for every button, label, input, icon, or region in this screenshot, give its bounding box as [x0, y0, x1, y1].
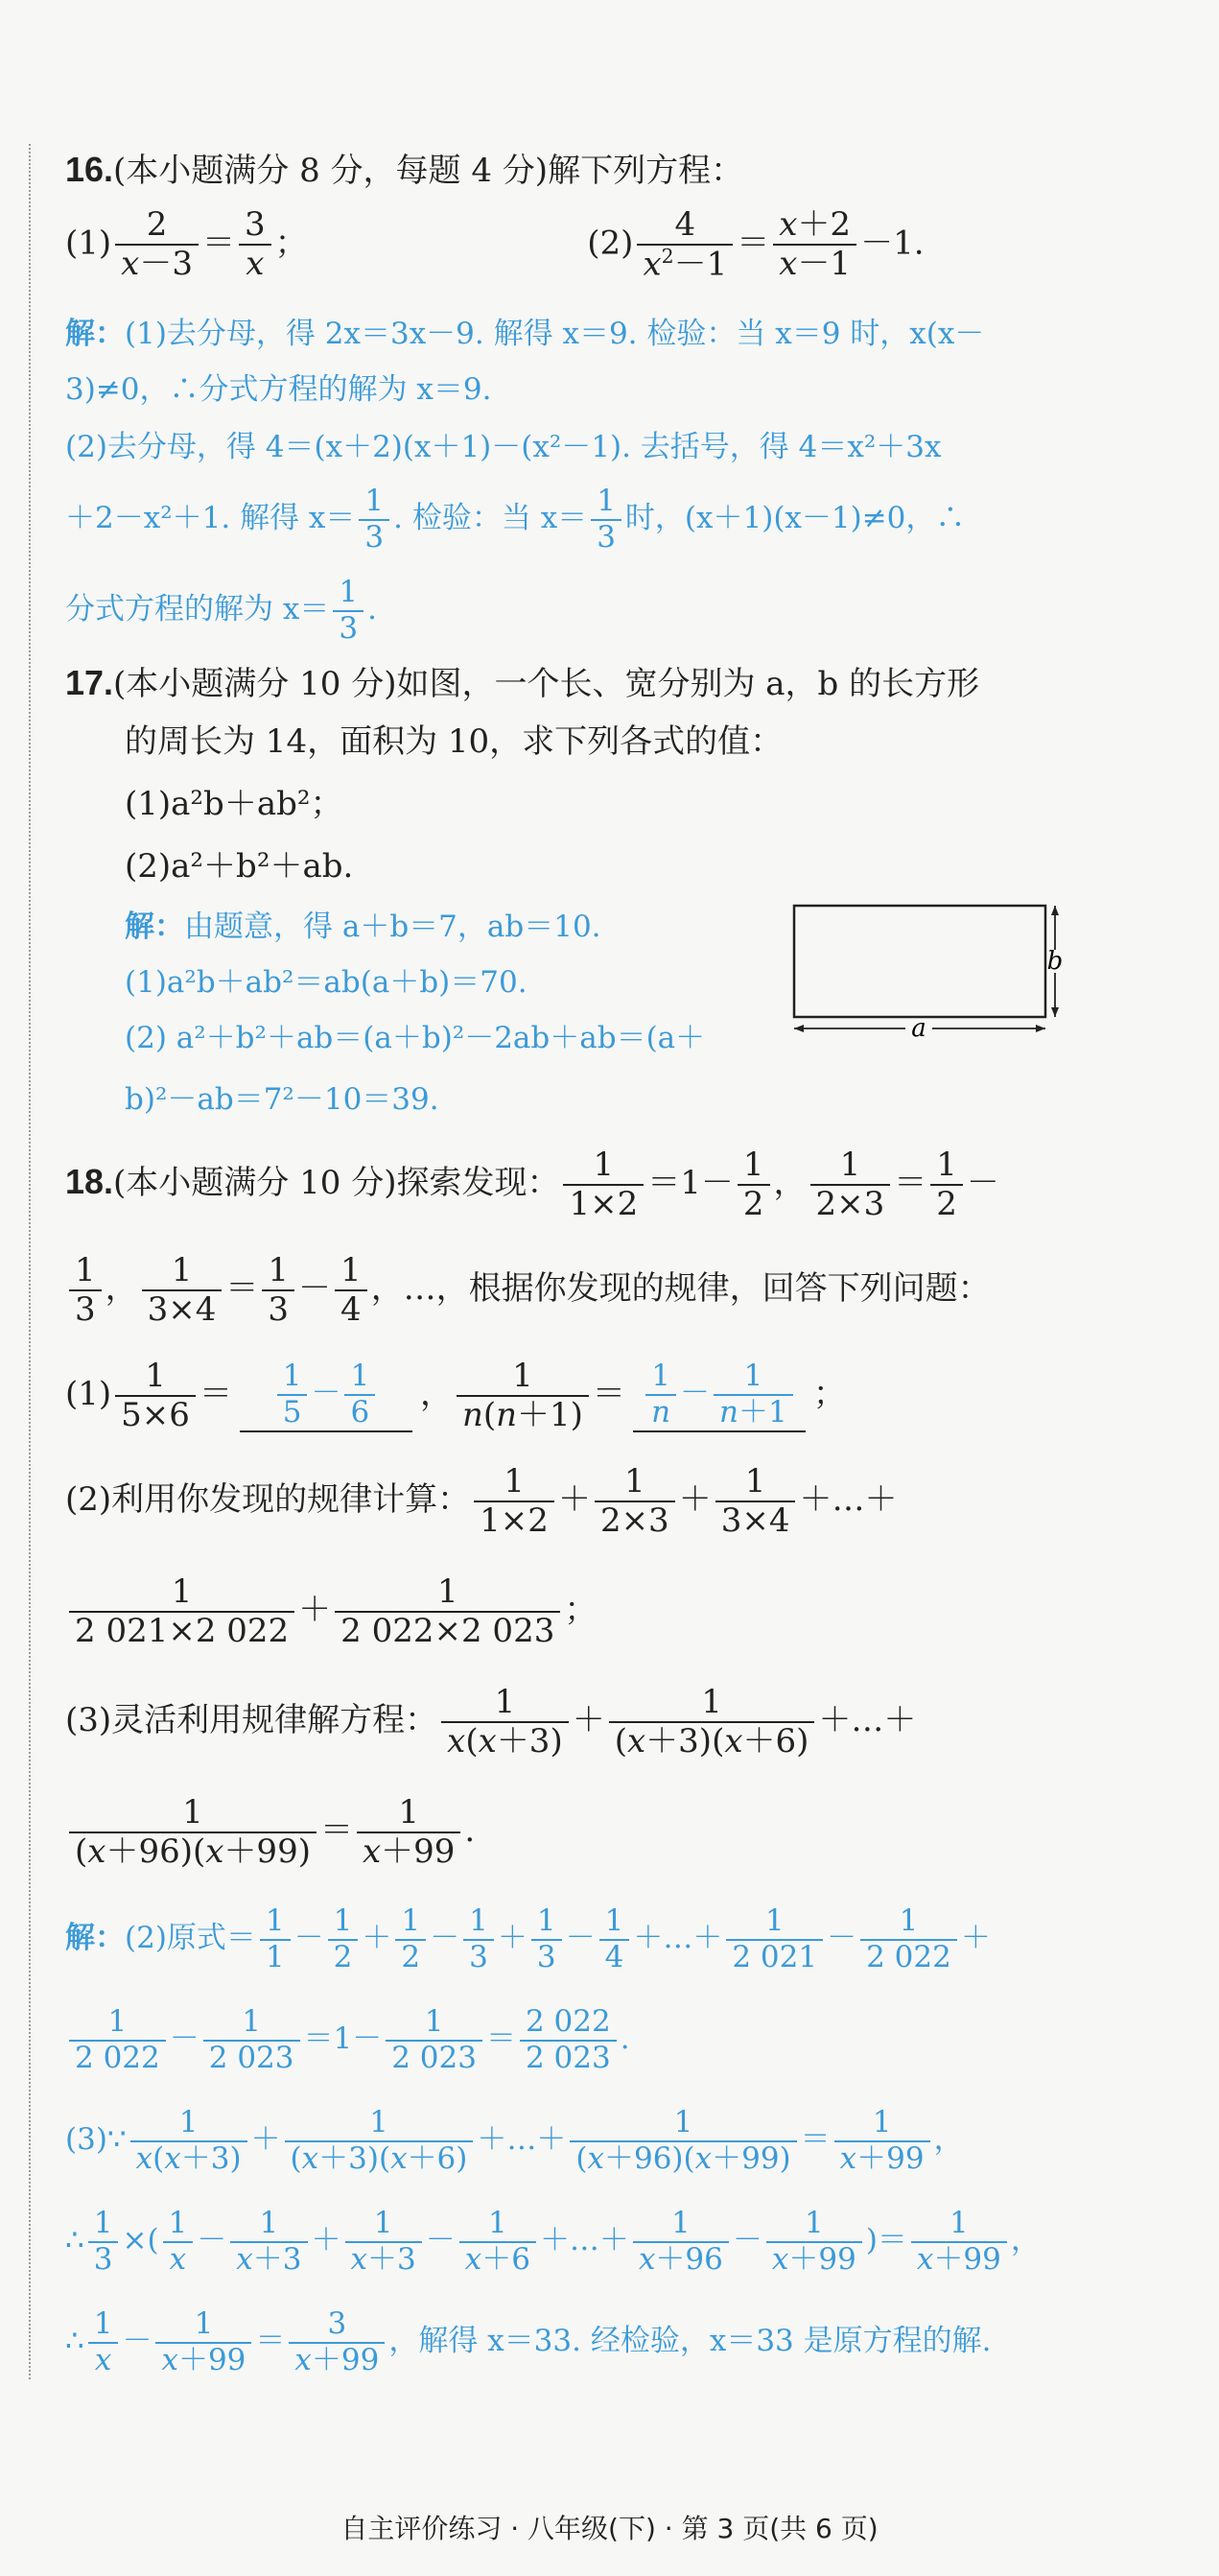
q18-part-2: (2)利用你发现的规律计算： $\frac{1}{1\times 2}$ ＋ $\frac{1}{2\times 3}$ ＋ $\frac{1}{3\times 4}$ ＋…＋: [65, 1462, 898, 1541]
q18-part-1: (1) $\frac{1}{5\times 6}$ ＝ $\frac{1}{5}$ － $\frac{1}{6}$ ， $\frac{1}{n(n+1)}$ ＝ $\frac{1}{n}$ － $\frac{1}{n+1}$ ；: [65, 1357, 846, 1435]
q17-part-1: (1)a²b＋ab²；: [125, 785, 343, 823]
q16-solution-2a: (2)去分母，得 4＝(x＋2)(x＋1)－(x²－1). 去括号，得 4＝x²＋3x: [65, 430, 942, 464]
height-arrow-top: [1051, 906, 1059, 915]
q17-solution-1: (1)a²b＋ab²＝ab(a＋b)＝70.: [125, 965, 527, 1000]
label-a: a: [911, 1014, 926, 1038]
q18-stem-1: 18.(本小题满分 10 分)探索发现： $\frac{1}{1\times 2}$ ＝1－ $\frac{1}{2}$ ， $\frac{1}{2\times 3}$ ＝ $\frac{1}{2}$ －: [65, 1146, 999, 1224]
q17-solution-0: 解：由题意，得 a＋b＝7，ab＝10.: [125, 910, 601, 944]
q18-solution-2: 解：(2)原式＝ $\frac{1}{1}$ － $\frac{1}{2}$ ＋ $\frac{1}{2}$ － $\frac{1}{3}$ ＋ $\frac{1}{3}$ － $\frac{1}{4}$ ＋…＋ $\frac{1}{2 021}$ － $\frac{1}{2 022}$ ＋: [65, 1903, 991, 1974]
q17-number: 17.: [65, 663, 114, 702]
rectangle-shape: [794, 906, 1045, 1017]
q18-solution-3b: ∴ $\frac{1}{3}$ ×( $\frac{1}{x}$ － $\frac{1}{x+3}$ ＋ $\frac{1}{x+3}$ － $\frac{1}{x+6}$ ＋…＋ $\frac{1}{x+96}$ － $\frac{1}{x+99}$ )＝ $\frac{1}{x+99}$ ，: [65, 2206, 1041, 2277]
height-arrow-bottom: [1051, 1007, 1059, 1017]
q17-stem-1: 17.(本小题满分 10 分)如图，一个长、宽分别为 a，b 的长方形: [65, 663, 980, 703]
q16-solution-2c: 分式方程的解为 x＝ $\frac{1}{3}$ .: [65, 575, 377, 646]
q17-solution-2b: b)²－ab＝7²－10＝39.: [125, 1082, 439, 1117]
q16-solution-1a: 解：(1)去分母，得 2x＝3x－9. 解得 x＝9. 检验：当 x＝9 时，x(x－: [65, 317, 985, 351]
answer-blank-1[interactable]: $\frac{1}{5}$ － $\frac{1}{6}$: [240, 1359, 412, 1431]
q16-number: 16.: [65, 150, 114, 189]
q18-part-3: (3)灵活利用规律解方程： $\frac{1}{x(x+3)}$ ＋ $\frac{1}{(x+3)(x+6)}$ ＋…＋: [65, 1683, 917, 1761]
q17-stem-2: 的周长为 14，面积为 10，求下列各式的值：: [125, 722, 784, 761]
q16-parts: (1) $\frac{2}{x-3}$ ＝ $\frac{3}{x}$ ； (2) $\frac{4}{x^2-1}$ ＝ $\frac{x+2}{x-1}$ －1.: [65, 205, 925, 284]
q18-part-2b: $\frac{1}{2 021\times 2 022}$ ＋ $\frac{1}{2 022\times 2 023}$ ；: [65, 1573, 1152, 1650]
page-footer: 自主评价练习 · 八年级(下) · 第 3 页(共 6 页): [340, 2513, 879, 2544]
q16-stem: 16.(本小题满分 8 分，每题 4 分)解下列方程：: [65, 150, 744, 190]
q17-solution-2a: (2) a²＋b²＋ab＝(a＋b)²－2ab＋ab＝(a＋: [125, 1021, 706, 1055]
binding-margin-line: [29, 144, 31, 2379]
width-arrow-right: [1036, 1025, 1045, 1032]
q16-solution-2b: ＋2－x²＋1. 解得 x＝ $\frac{1}{3}$ . 检验：当 x＝ $\frac{1}{3}$ 时，(x＋1)(x－1)≠0，∴: [65, 484, 966, 555]
q18-number: 18.: [65, 1162, 114, 1202]
label-b: b: [1046, 947, 1063, 976]
q18-stem-2: $\frac{1}{3}$ ， $\frac{1}{3\times 4}$ ＝ $\frac{1}{3}$ － $\frac{1}{4}$ ，…，根据你发现的规律，回答下列问题：: [65, 1252, 1152, 1329]
rectangle-figure: [792, 904, 1063, 1038]
q18-part-3b: $\frac{1}{(x+96)(x+99)}$ ＝ $\frac{1}{x+99}$ .: [65, 1794, 1152, 1871]
q18-solution-3a: (3)∵ $\frac{1}{x(x+3)}$ ＋ $\frac{1}{(x+3)(x+6)}$ ＋…＋ $\frac{1}{(x+96)(x+99)}$ ＝ $\frac{1}{x+99}$ ，: [65, 2105, 964, 2176]
width-arrow-left: [794, 1025, 804, 1032]
q16-solution-1b: 3)≠0，∴分式方程的解为 x＝9.: [65, 372, 492, 407]
q18-solution-2b: $\frac{1}{2 022}$ － $\frac{1}{2 023}$ ＝1－ $\frac{1}{2 023}$ ＝ $\frac{2 022}{2 023}$ .: [65, 2005, 1152, 2075]
answer-blank-2[interactable]: $\frac{1}{n}$ － $\frac{1}{n+1}$: [633, 1359, 806, 1431]
q18-solution-3c: ∴ $\frac{1}{x}$ － $\frac{1}{x+99}$ ＝ $\frac{3}{x+99}$ ，解得 x＝33. 经检验，x＝33 是原方程的解.: [65, 2306, 992, 2377]
q17-part-2: (2)a²＋b²＋ab.: [125, 847, 354, 886]
